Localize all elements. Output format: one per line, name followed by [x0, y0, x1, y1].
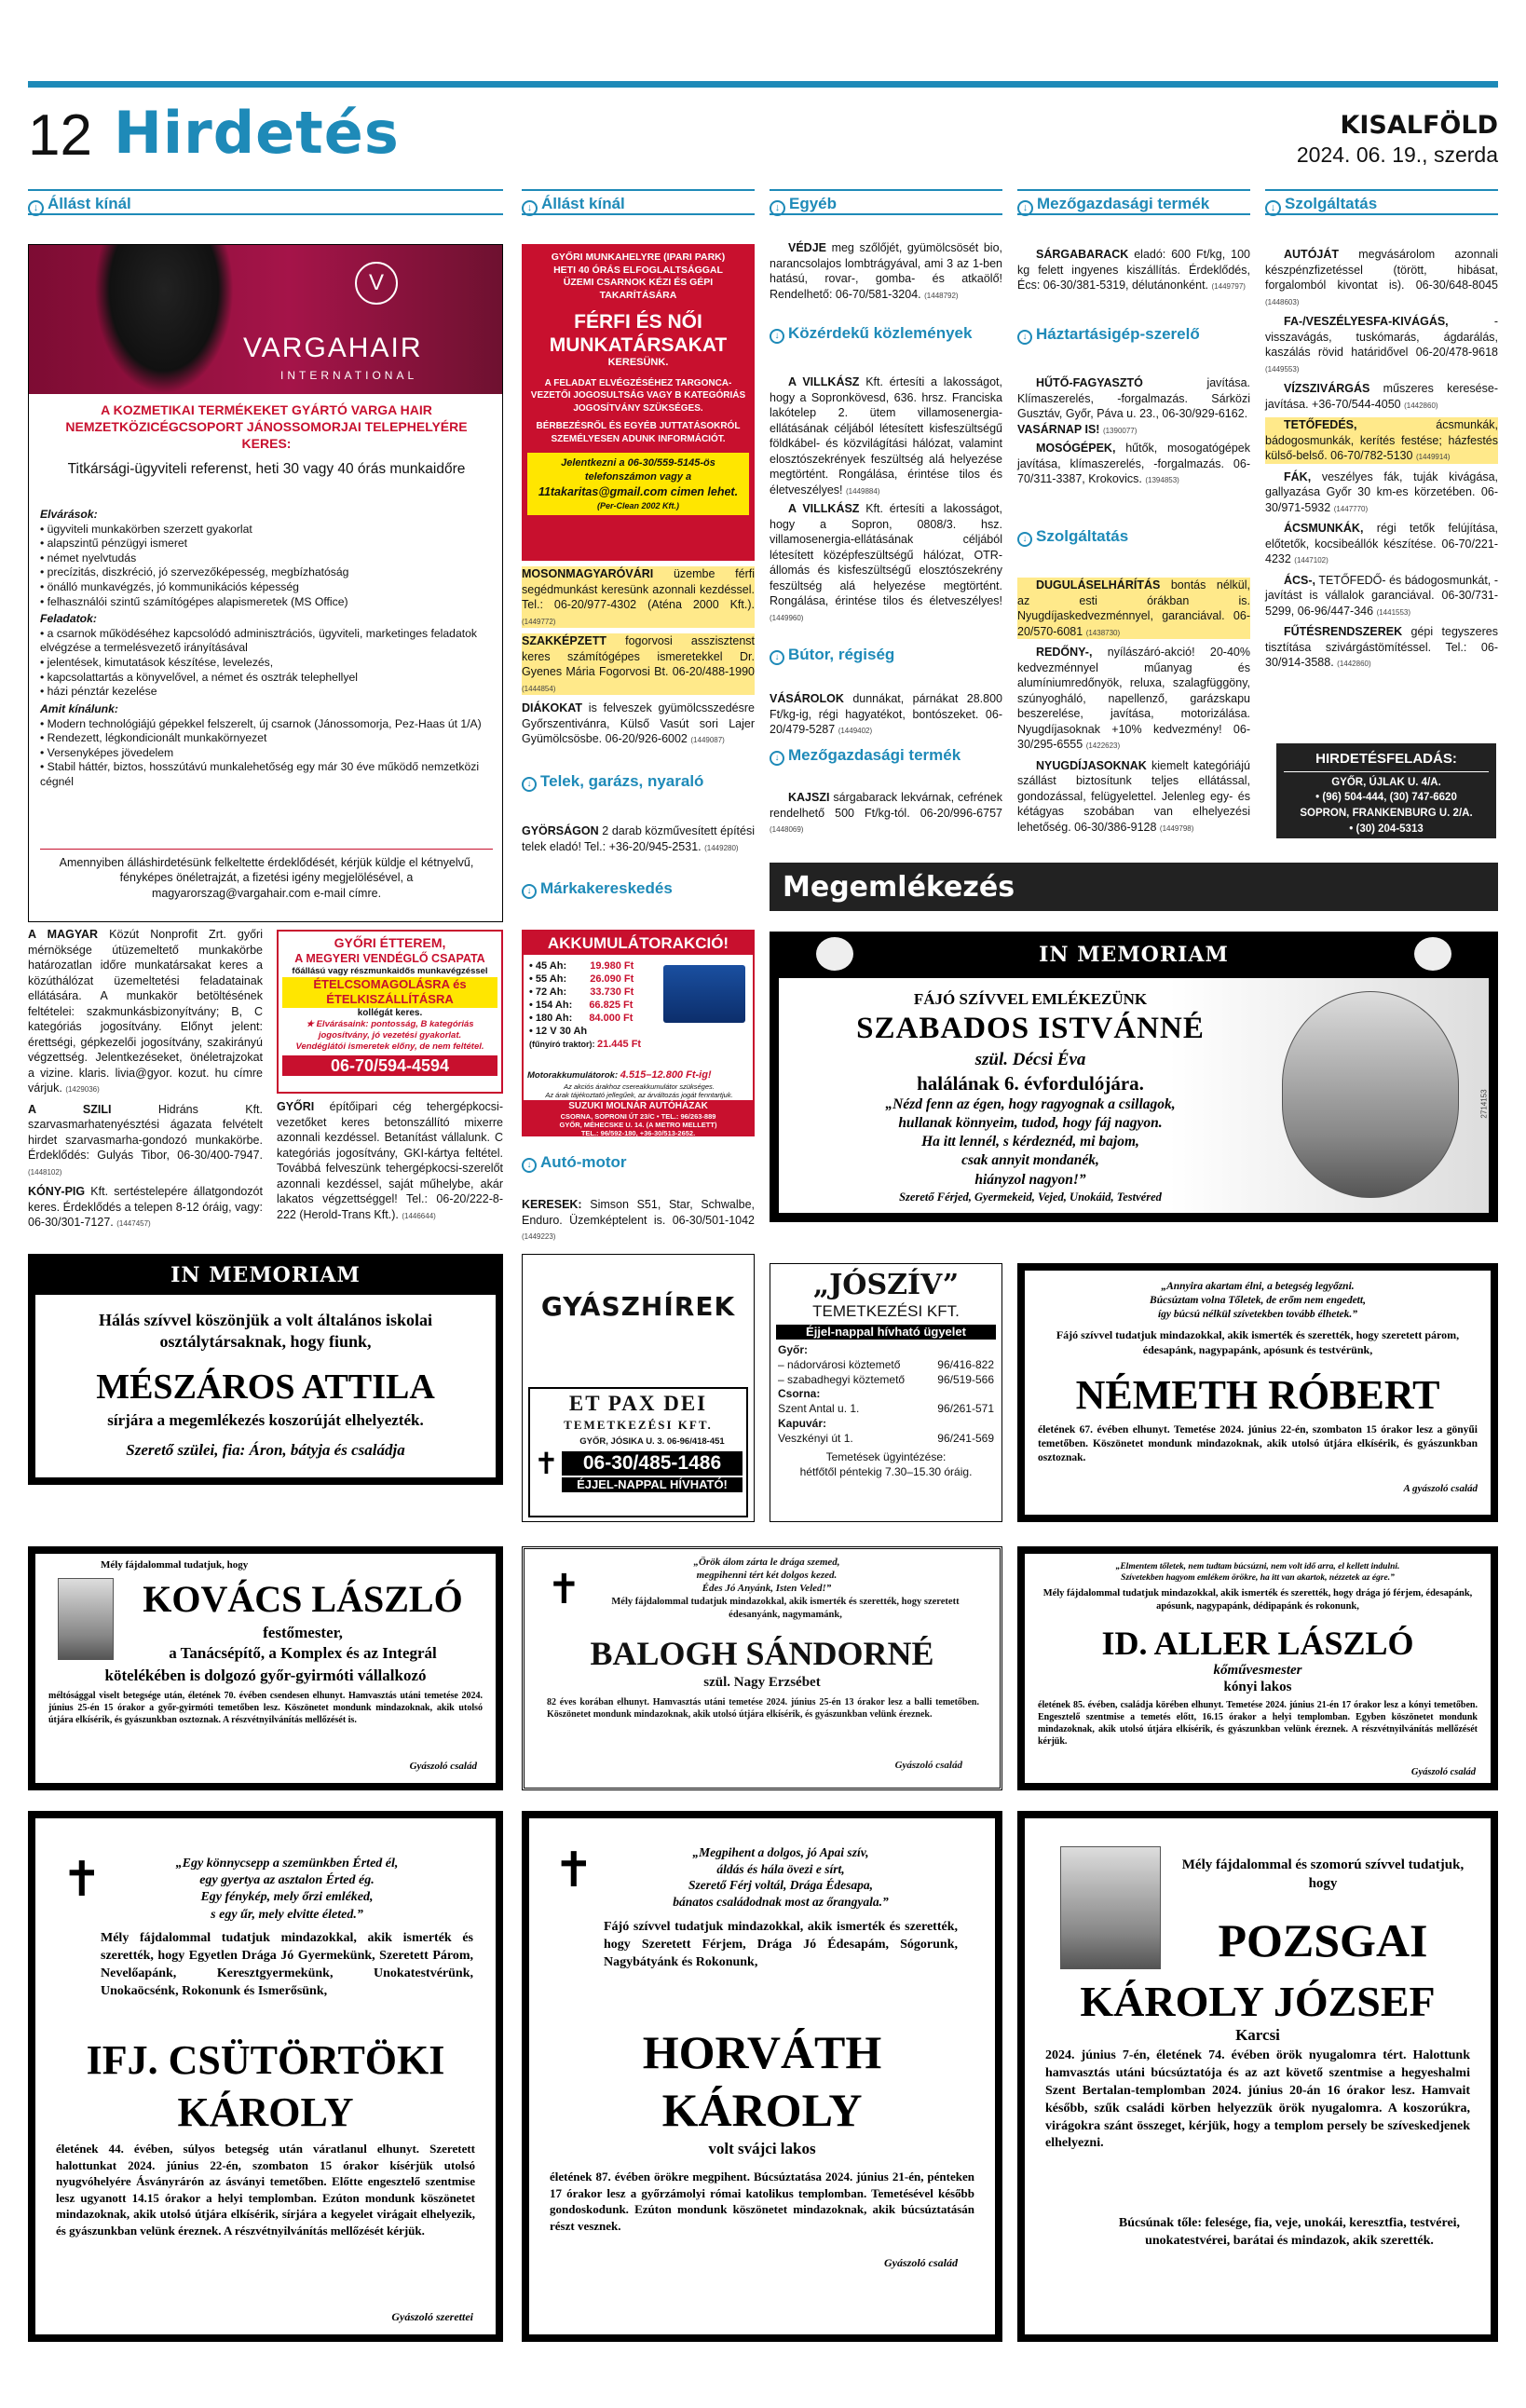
- etpaxdei-phone: 06-30/485-1486: [562, 1451, 743, 1476]
- quote-line: s egy űr, mely elvitte életed.”: [211, 1907, 363, 1922]
- akkumulator-ad: [522, 930, 755, 1136]
- arrow-down-icon: ↓: [770, 751, 784, 766]
- contact-line: GYŐR, ÚJLAK U. 4/A.: [1331, 776, 1441, 788]
- contact-line: • (30) 204-5313: [1349, 823, 1424, 835]
- memorial-intro: Mély fájdalommal tudatjuk mindazokkal, akik ismerték és szerették, hogy drága jó férjem, édesapánk, apósunk, nagypapánk, dédipapánk és rokonunk,: [1042, 1588, 1473, 1612]
- subheader-kozerdeku: ↓ Közérdekű közlemények: [770, 324, 1002, 344]
- josziv-row: – szabadhegyi köztemető 96/519-566: [778, 1372, 994, 1386]
- ad-phone: Jelentkezni a 06-30/559-5145-ös: [561, 457, 715, 469]
- josziv-city: Kapuvár:: [778, 1417, 827, 1431]
- memorial-szabados: [770, 932, 1498, 1222]
- memorial-intro: Mély fájdalommal tudatjuk mindazokkal, akik ismerték és szerették, hogy szeretett édesanyánk, nagymamánk,: [611, 1597, 960, 1620]
- classified-ad: MOSÓGÉPEK, hűtők, mosogatógépek javítása, klímaszerelés, -forgalmazás. 06-70/311-3387, Krokovics. (1394853): [1017, 442, 1250, 485]
- contact-line: • (96) 504-444, (30) 747-6620: [1315, 792, 1457, 804]
- arrow-down-icon: ↓: [1265, 200, 1281, 216]
- poem-line: „Nézd fenn az égen, hogy ragyognak a csillagok,: [885, 1096, 1176, 1112]
- subheader-mezo2: ↓ Mezőgazdasági termék: [770, 745, 1002, 766]
- subheader-marka: ↓ Márkakereskedés: [522, 878, 755, 899]
- vargahair-job-ad: [28, 244, 503, 922]
- cross-icon: ✝: [61, 1852, 102, 1908]
- memorial-intro: Hálás szívvel köszönjük a volt általános iskolai osztálytársaknak, hogy fiunk,: [98, 1311, 433, 1352]
- classified-ad: TETŐFEDÉS, ácsmunkák, bádogosmunkák, kerítés festése; házfestés külső-belső. 06-70/782-5130 (1449914): [1265, 418, 1498, 462]
- arrow-down-icon: ↓: [770, 200, 785, 216]
- akku-moto: Motorakkumulátorok:: [527, 1070, 619, 1081]
- akku-firm: SUZUKI MOLNÁR AUTÓHÁZAK: [568, 1101, 708, 1111]
- memorial-meszaros: [28, 1254, 503, 1485]
- classified-ad: GYŐRI építőipari cég tehergépkocsi-vezetőket keres betonszállító mixerre azonnali kezdéssel. Betanítást vállalunk. C kategóriás jogosítvány, GKI-kártya feltétel. Továbbá felveszünk tehergépkocsi-szerelőt azonnali kezdéssel, saját műhelybe, akár lakatos végzettséggel! Tel.: 06-20/222-8-222 (Herold-Trans Kft.). (1446644): [277, 1100, 503, 1221]
- ad-line: ÜZEMI CSARNOK KÉZI ÉS GÉPI TAKARÍTÁSÁRA: [563, 277, 714, 301]
- restaurant-roles: ÉTELCSOMAGOLÁSRA és ÉTELKISZÁLLÍTÁSRA: [282, 977, 497, 1008]
- signature: Gyászoló család: [409, 1761, 477, 1772]
- josziv-city: Csorna:: [778, 1387, 821, 1401]
- vargahair-apply: Amennyiben álláshirdetésünk felkeltette érdeklődését, kérjük küldje el kétnyelvű, fényképes önéletrajzát, a fizetési igény megjelölésével, a magyarorszag@vargahair.com e-mail címre.: [59, 856, 474, 900]
- deceased-name: MÉSZÁROS ATTILA: [96, 1367, 435, 1407]
- hirdetesfeladas-title: HIRDETÉSFELADÁS:: [1284, 749, 1489, 772]
- offer-item: • Modern technológiájú gépekkel felszerelt, új csarnok (Jánossomorja, Pez-Haas út 1/A): [40, 716, 482, 730]
- akku-row: • 12 V 30 Ah: [529, 1026, 588, 1038]
- classified-ad: A VILLKÁSZ Kft. értesíti a lakosságot, hogy a Sopron, 0808/3. hsz. villamosenergia-ellátásának céljából létesített középfeszültségű hálózat, OTR-állomás és kisfeszültségű elosztószekrény feszültség alá helyezése megtörtént. Rongálása, érintése tilos és életveszélyes! (1449960): [770, 502, 1002, 622]
- arrow-down-icon: ↓: [522, 1158, 537, 1173]
- quote-line: bánatos családodnak most az őrangyala.”: [673, 1894, 889, 1909]
- signature: Gyászoló család: [1410, 1767, 1476, 1777]
- tasks-heading: Feladatok:: [40, 612, 97, 626]
- akku-address: GYŐR, MÉHECSKE U. 14. (A METRO MELLETT): [559, 1121, 717, 1129]
- subheader-butor: ↓ Bútor, régiség: [770, 645, 1002, 665]
- ad-email: 11takaritas@gmail.com cimen lehet.: [538, 484, 739, 498]
- josziv-ad: [770, 1263, 1002, 1522]
- akku-address: CSORNA, SOPRONI ÚT 23/C • TEL.: 96/263-889: [560, 1112, 716, 1121]
- divider: [40, 849, 493, 850]
- deceased-photo: [1282, 991, 1459, 1198]
- classified-ad: A VILLKÁSZ Kft. értesíti a lakosságot, hogy a Sopronkövesd, 636. hrsz. Franciska lakótelep 2. ütem villamosenergia-ellátásának céljából létesített kisfeszültségű földkábel- és közvilágítási hálózat, valamint elosztószekrények feszültség alá helyezése megtörtént. Rongálása, érintése tilos és életveszélyes! (1449884): [770, 375, 1002, 497]
- josziv-title: „JÓSZÍV”: [812, 1269, 960, 1301]
- memorial-text: méltósággal viselt betegsége után, életének 70. évében csendesen elhunyt. Hamvasztás utáni temetése 2024. június 25-én 15 órakor a győr-gyirmóti temetőben lesz. Köszönetet mondunk mindazoknak, akik utolsó útjára elkísérik, és gyászunkban osztoznak. A részvétnyilvánítás mellőzését is.: [48, 1691, 483, 1725]
- section-header-allast-2: ↓ Állást kínál: [522, 189, 755, 215]
- josziv-availability: Éjjel-nappal hívható ügyelet: [776, 1325, 996, 1340]
- quote-line: „Megpihent a dolgos, jó Apai szív,: [692, 1845, 869, 1859]
- quote-line: Szívetekben hagyom emlékem örökre, ha itt van akartok, nézzetek az égre.”: [1121, 1573, 1395, 1584]
- deceased-name: SZABADOS ISTVÁNNÉ: [856, 1012, 1205, 1045]
- anniversary: halálának 6. évfordulójára.: [917, 1072, 1144, 1095]
- arrow-down-icon: ↓: [770, 650, 784, 665]
- poem-line: csak annyit mondanék,: [961, 1152, 1099, 1169]
- requirement-item: • német nyelvtudás: [40, 551, 137, 565]
- etpaxdei-address: GYŐR, JÓSIKA U. 3. 06-96/418-451: [579, 1436, 725, 1447]
- classified-ad: AUTÓJÁT megvásárolom azonnali készpénzfizetéssel (törött, hibásat, forgalomból kivontat is). 06-30/648-8045 (1448603): [1265, 248, 1498, 306]
- memorial-csutortoki: [28, 1811, 503, 2342]
- residence: kónyi lakos: [1223, 1680, 1292, 1694]
- akku-note: Az árak tájékoztató jellegűek, az árváltozás jogát fenntartjuk.: [545, 1091, 733, 1099]
- classified-ad: FA-/VESZÉLYESFA-KIVÁGÁS, -visszavágás, tuskómarás, ágdarálás, kaszálás rövid határidővel 06-20/478-9618 (1449553): [1265, 315, 1498, 374]
- deceased-name: NÉMETH RÓBERT: [1075, 1372, 1440, 1418]
- quote-line: „Örök álom zárta le drága szemed,: [693, 1557, 840, 1568]
- restaurant-req: ★ Elvárásaink: pontosság, B kategóriás jogosítvány, jó vezetési gyakorlat.: [306, 1019, 474, 1041]
- offer-item: • Versenyképes jövedelem: [40, 745, 174, 759]
- subheader-szolgaltatas-2: ↓ Szolgáltatás: [1017, 526, 1250, 547]
- classified-ad: GYÖRSÁGON 2 darab közművesített építési telek eladó! Tel.: +36-20/945-2531. (1449280): [522, 824, 755, 853]
- deceased-name: KÁROLY: [661, 2084, 863, 2136]
- quote-line: „Elmentem tőletek, nem tudtam búcsúzni, nem volt idő arra, el kellett indulni.: [1115, 1562, 1400, 1571]
- vargahair-logo-sub: INTERNATIONAL: [280, 369, 418, 382]
- header-rule: [28, 81, 1498, 88]
- cross-icon: ✝: [534, 1446, 559, 1481]
- akku-row: • 72 Ah: 33.730 Ft: [529, 986, 634, 999]
- signature: Búcsúnak tőle: felesége, fia, veje, unokái, keresztfia, testvérei, unokatestvérei, barátai és mindazok, akik szerették.: [1118, 2216, 1461, 2248]
- etpaxdei-name: ET PAX DEI: [568, 1392, 708, 1415]
- newspaper-name: KISALFÖLD: [1340, 111, 1498, 140]
- poem-line: hullanak könnyeim, tudod, hogy fáj nagyon.: [898, 1115, 1163, 1132]
- akku-row: • 45 Ah: 19.980 Ft: [529, 960, 634, 972]
- occupation: kötelékében is dolgozó győr-gyirmóti vállalkozó: [104, 1667, 427, 1684]
- cross-icon: ✝: [547, 1566, 581, 1613]
- section-title: Hirdetés: [114, 99, 400, 167]
- quote-line: Búcsúztam volna Tőletek, de erőm nem engedett,: [1150, 1294, 1366, 1306]
- offer-heading: Amit kínálunk:: [40, 701, 118, 715]
- subheader-haztartas: ↓ Háztartásigép-szerelő: [1017, 324, 1250, 345]
- restaurant-note: Vendéglátói ismeretek előny, de nem feltétel.: [295, 1041, 484, 1052]
- classified-ad: MOSONMAGYARÓVÁRI üzembe férfi segédmunkást keresünk azonnali kezdéssel. Tel.: 06-20/977-4302 (Aténa 2000 Kft.). (1449772): [522, 566, 755, 628]
- akku-moto-price: 4.515–12.800 Ft-ig!: [620, 1069, 712, 1081]
- hirdetesfeladas-box: [1276, 743, 1496, 838]
- occupation: a Tanácsépítő, a Komplex és az Integrál: [169, 1644, 437, 1662]
- arrow-down-icon: ↓: [28, 200, 44, 216]
- classified-ad: SÁRGABARACK eladó: 600 Ft/kg, 100 kg felett ingyenes kiszállítás. Érdeklődés, Écs: 06-30/381-5319, délutánonként. (1449797): [1017, 248, 1250, 292]
- josziv-hours-heading: Temetések ügyintézése:: [825, 1449, 947, 1463]
- occupation: festőmester,: [263, 1624, 343, 1641]
- quote-line: „Egy könnycsepp a szemünkben Érted él,: [175, 1857, 399, 1871]
- munkahely-ad: [522, 244, 755, 561]
- subheader-telek: ↓ Telek, garázs, nyaraló: [522, 771, 755, 792]
- maiden-name: szül. Décsi Éva: [974, 1050, 1086, 1069]
- in-memoriam-heading: IN MEMORIAM: [1039, 943, 1229, 967]
- col2-ads: [522, 566, 755, 747]
- occupation: kőművesmester: [1213, 1663, 1302, 1678]
- classified-ad: HŰTŐ-FAGYASZTÓ javítása. Klímaszerelés, -forgalmazás. Sárközi Gusztáv, Győr, Páva u. 23., 06-30/929-6162.: [1017, 376, 1250, 420]
- quote-line: Egy fénykép, mely őrzi emléked,: [200, 1890, 374, 1905]
- deceased-photo: [1060, 1846, 1161, 1969]
- restaurant-title: GYŐRI ÉTTEREM,: [334, 935, 446, 950]
- subheader-auto: ↓ Autó-motor: [522, 1152, 755, 1173]
- vargahair-position: Titkársági-ügyviteli referenst, heti 30 vagy 40 órás munkaidőre: [67, 461, 466, 477]
- model-hair-image: [94, 245, 234, 394]
- etpaxdei-night: ÉJJEL-NAPPAL HÍVHATÓ!: [562, 1477, 743, 1492]
- quote-line: egy gyertya az asztalon Érted ég.: [199, 1873, 375, 1888]
- task-item: • kapcsolattartás a könyvelővel, a német és osztrák telephellyel: [40, 670, 358, 684]
- issue-date: 2024. 06. 19., szerda: [1296, 143, 1498, 167]
- offer-item: • Stabil háttér, biztos, hosszútávú munkalehetőség egy már 30 éve működő nemzetközi cégnél: [40, 760, 480, 788]
- signature: Gyászoló család: [884, 2256, 958, 2269]
- ad-line: GYŐRI MUNKAHELYRE (IPARI PARK): [551, 252, 726, 263]
- classified-ad: VÍZSZIVÁRGÁS műszeres keresése-javítása. +36-70/544-4050 (1442860): [1265, 382, 1498, 411]
- akku-row: • 154 Ah: 66.825 Ft: [529, 1000, 634, 1012]
- task-item: • házi pénztár kezelése: [40, 685, 157, 699]
- section-header-szolgaltatas: ↓ Szolgáltatás: [1265, 189, 1498, 215]
- classified-ad: NYUGDÍJASOKNAK kiemelt kategóriájú szállást biztosítunk teljes ellátással, gondozással, felügyelettel. Jelenleg egy- és kétágyas szobában van elhelyezési lehetőség. 06-30/386-9128 (1449798): [1017, 758, 1250, 834]
- ad-headline: FÉRFI ÉS NŐI MUNKATÁRSAKAT: [549, 310, 728, 356]
- deceased-name: BALOGH SÁNDORNÉ: [590, 1635, 934, 1672]
- akku-row: (fűnyíró traktor): 21.445 Ft: [529, 1039, 642, 1051]
- restaurant-team: A MEGYERI VENDÉGLŐ CSAPATA: [294, 951, 485, 965]
- quote-line: megpihenni tért két dolgos kezed.: [696, 1569, 838, 1581]
- quote-line: „Annyira akartam élni, a betegség legyőzni.: [1161, 1281, 1355, 1292]
- contact-line: SOPRON, FRANKENBURG U. 2/A.: [1300, 808, 1473, 820]
- section-header-mezo: ↓ Mezőgazdasági termék: [1017, 189, 1250, 215]
- classified-ad: DIÁKOKAT is felveszek gyümölcsszedésre Győrszentivánra, Külső Vasút sori Lajer Gyümölcsösbe. 06-20/926-6002 (1449087): [522, 701, 755, 745]
- classified-ad: A SZILI Hidráns Kft. szarvasmarhatenyésztési ágazata felvételt hirdet szarvasmarha-gondozó munkakörbe. Érdeklődés: Gulyás Tibor, 06-30/400-7947. (1448102): [28, 1102, 263, 1177]
- angel-left-icon: [816, 937, 853, 971]
- ad-condition: A FELADAT ELVÉGZÉSÉHEZ TARGONCA-VEZETŐI JOGOSULTSÁG VAGY B KATEGÓRIÁS JOGOSÍTVÁNY SZÜKSÉGES.: [530, 377, 746, 414]
- josziv-row: Veszkényi út 1. 96/241-569: [778, 1431, 994, 1445]
- josziv-row: Szent Antal u. 1. 96/261-571: [778, 1402, 994, 1416]
- poem-line: Ha itt lennél, s kérdeznéd, mi bajom,: [921, 1134, 1139, 1150]
- josziv-sub: TEMETKEZÉSI KFT.: [812, 1301, 960, 1320]
- requirement-item: • precízitás, diszkréció, jó szervezőképesség, megbízhatóság: [40, 565, 349, 579]
- task-item: • a csarnok működéséhez kapcsolódó adminisztrációs, ügyviteli, marketinges feladatok elvégzése a termelésvezető irányításával: [40, 626, 477, 655]
- restaurant-keres: kollégát keres.: [357, 1007, 423, 1018]
- classified-ad: KÓNY-PIG Kft. sertéstelepére állatgondozót keres. Érdeklődés a telepen 8-12 óráig, vagy: 06-30/301-7127. (1447457): [28, 1185, 263, 1229]
- signature: Gyászoló szerettei: [391, 2310, 473, 2323]
- memorial-intro: Fájó szívvel tudatjuk mindazokkal, akik ismerték és szerették, hogy szeretett párom, édesapánk, nagypapánk, apósunk és testvérünk,: [1056, 1328, 1460, 1356]
- deceased-photo: [58, 1578, 114, 1660]
- arrow-down-icon: ↓: [1017, 532, 1032, 547]
- classified-ad: VASÁRNAP IS! (1390077): [1017, 422, 1138, 436]
- quote-line: Szerető Férj voltál, Drága Édesapa,: [688, 1878, 873, 1893]
- deceased-name: POZSGAI: [1218, 1914, 1428, 1966]
- col1-ads: [28, 927, 263, 1231]
- deceased-name: IFJ. CSÜTÖRTÖKI: [86, 2037, 445, 2083]
- section-header-allast-1: ↓ Állást kínál: [28, 189, 503, 215]
- requirement-item: • felhasználói szintű számítógépes alapismeretek (MS Office): [40, 594, 348, 608]
- classified-ad: ÁCSMUNKÁK, régi tetők felújítása, előtetők, kocsibeállók készítése. 06-70/221-4232 (1447102): [1265, 522, 1498, 565]
- restaurant-phone: 06-70/594-4594: [282, 1055, 497, 1077]
- classified-ad: REDŐNY-, nyílászáró-akció! 20-40% kedvezménnyel műanyag és alumíniumredőnyök, reluxa, szalagfüggöny, szúnyogháló, napellenző, garázskapu beszerelése, javítása, motorizálása. Nyugdíjasoknak +10% kedvezmény! 06-30/295-6555 (1422623): [1017, 646, 1250, 751]
- requirements-heading: Elvárások:: [40, 508, 98, 521]
- in-memoriam-heading: IN MEMORIAM: [170, 1263, 361, 1287]
- memorial-nemeth: [1017, 1263, 1498, 1522]
- memorial-text: életének 87. évében örökre megpihent. Búcsúztatása 2024. június 21-én, pénteken 17 órakor lesz a győrzámolyi római katolikus templomban. Temetésével később gondoskodunk. Ezúton mondunk köszönetet mindazoknak, akik búcsúztatásán részt vesznek.: [550, 2170, 974, 2233]
- signature: Szerető Férjed, Gyermekeid, Vejed, Unokáid, Testvéred: [899, 1190, 1162, 1204]
- memorial-text: 2024. június 7-én, életének 74. évében örök nyugalomra tért. Halottunk hamvasztás utáni búcsúztatója és az azt követő szentmise a hegyeshalmi Szent Bertalan-templomban 2024. június 20-án 16 órakor lesz. Hamvait később, szűk családi körben helyezzük örök nyugalomra. A koszorúkra, virágokra szánt összeget, kérjük, hogy a templom persely be szíveskedjenek elhelyezni.: [1045, 2048, 1470, 2151]
- requirement-item: • önálló munkavégzés, jó kommunikációs képesség: [40, 580, 299, 594]
- memorial-text: sírjára a megemlékezés koszorúját elhelyezték.: [107, 1411, 424, 1429]
- classified-ad: VÁSÁROLOK dunnákat, párnákat 28.800 Ft/kg-ig, régi hagyatékot, bontószeket. 06-20/479-5287 (1449402): [770, 692, 1002, 736]
- deceased-name: KÁROLY JÓZSEF: [1080, 1978, 1436, 2025]
- memorial-intro: Mély fájdalommal tudatjuk, hogy: [101, 1559, 249, 1571]
- ad-line: telefonszámon vagy a: [584, 471, 692, 483]
- quote-line: így búcsú nélkül szívetekben tovább élhetek.”: [1157, 1308, 1357, 1320]
- requirement-item: • alapszintű pénzügyi ismeret: [40, 537, 188, 551]
- deceased-name: ID. ALLER LÁSZLÓ: [1101, 1625, 1414, 1662]
- josziv-city: Győr:: [778, 1343, 809, 1356]
- memorial-horvath: [522, 1811, 1002, 2342]
- memorial-balogh: [522, 1546, 1002, 1790]
- vargahair-details: [40, 508, 497, 790]
- ad-code: 2714153: [1479, 1089, 1489, 1119]
- section-header-egyeb: ↓ Egyéb: [770, 189, 1002, 215]
- josziv-hours: hétfőtől péntekig 7.30–15.30 óráig.: [799, 1464, 973, 1478]
- deceased-name: KOVÁCS LÁSZLÓ: [143, 1578, 463, 1620]
- arrow-down-icon: ↓: [770, 329, 784, 344]
- szolgaltatas-ads: [1265, 247, 1498, 671]
- vargahair-logo: VARGAHAIR: [243, 333, 423, 363]
- etpaxdei-sub: TEMETKEZÉSI KFT.: [564, 1417, 713, 1432]
- memorial-intro: Fájó szívvel tudatjuk mindazokkal, akik ismerték és szerették, hogy Szeretett Férjem, Drága Jó Édesapám, Sógorunk, Nagybátyánk és Rokonunk,: [604, 1920, 958, 1969]
- ad-firm: (Per-Clean 2002 Kft.): [596, 500, 680, 510]
- classified-ad: ÁCS-, TETŐFEDŐ- és bádogosmunkát, -javítást is vállalok garanciával. 06-30/731-5299, 06-96/447-346 (1441553): [1265, 573, 1498, 618]
- signature: Szerető szülei, fia: Áron, bátyja és családja: [126, 1441, 405, 1459]
- megemlekezes-header: Megemlékezés: [770, 863, 1498, 911]
- page-number: 12: [28, 103, 92, 168]
- classified-ad: DUGULÁSELHÁRÍTÁS bontás nélkül, az esti órákban is. Nyugdíjaskedvezménnyel, garanciával. 06-20/570-6081 (1438730): [1017, 578, 1250, 638]
- memorial-aller: [1017, 1546, 1498, 1790]
- memorial-intro: Mély fájdalommal tudatjuk mindazokkal, akik ismerték és szerették, hogy Egyetlen Drága Jó Gyermekünk, Szeretett Párom, Nevelőapánk, Keresztgyermekünk, Unokatestvérünk, Unokaöcsénk, Rokonunk és Ismerősünk,: [101, 1931, 473, 1998]
- classified-ad: KAJSZI sárgabarack lekvárnak, cefrének rendelhető 500 Ft/kg-tól. 06-20/996-6757 (1448069): [770, 791, 1002, 834]
- ad-line: HETI 40 ÓRÁS ELFOGLALTSÁGGAL: [553, 264, 723, 276]
- classified-ad: A MAGYAR Közút Nonprofit Zrt. győri mérnöksége útüzemeltető munkakörbe határozatlan időre munkatársakat keres a közúthálózat üzemeltetési feladatainak ellátására. A munkakör betöltésének feltételei: szakmunkásbizonyítvány; B, C kategóriás jogosítvány. Előnyt jelent: érettségi, gépkezelői jogosítvány, szakirányú végzettség. Jelentkezéseket, önéletrajzokat a vizine. klaris. livia@gyor. kozut. hu címre várjuk. (1429036): [28, 928, 263, 1095]
- deceased-name: HORVÁTH: [642, 2026, 882, 2078]
- gyori-etterem-ad: [277, 930, 503, 1094]
- kozerdeku-ads: [770, 374, 1002, 624]
- akku-row: • 180 Ah: 84.000 Ft: [529, 1013, 634, 1025]
- deceased-name: KÁROLY: [177, 2089, 354, 2135]
- gyaszhirek-ad: [522, 1254, 755, 1522]
- akku-title: AKKUMULÁTORAKCIÓ!: [524, 932, 753, 955]
- vargahair-headline: A KOZMETIKAI TERMÉKEKET GYÁRTÓ VARGA HAIR NEMZETKÖZICÉGCSOPORT JÁNOSSOMORJAI TELEPHELYÉRE KERES:: [65, 402, 468, 452]
- signature: Gyászoló család: [894, 1760, 962, 1771]
- memorial-kovacs: [28, 1546, 503, 1790]
- requirement-item: • ügyviteli munkakörben szerzett gyakorlat: [40, 522, 252, 536]
- arrow-down-icon: ↓: [522, 777, 537, 792]
- memorial-pozsgai: [1017, 1811, 1498, 2342]
- classified-ad: FŰTÉSRENDSZEREK gépi tegyszeres tisztítása szivárgástömítéssel. Tel.: 06-30/914-3588. (1442860): [1265, 625, 1498, 669]
- szolg2-ads: [1017, 578, 1250, 835]
- akku-row: • 55 Ah: 26.090 Ft: [529, 973, 634, 986]
- akku-address: TEL.: 96/592-180, +36-30/513-2652.: [580, 1129, 696, 1137]
- classified-ad: SZAKKÉPZETT fogorvosi asszisztenst keres számítógépes ismeretekkel Dr. Gyenes Mária Fogorvosi Bt. 06-20/488-1990 (1444854): [522, 633, 755, 695]
- josziv-row: – nádorvárosi köztemető 96/416-822: [778, 1357, 994, 1371]
- arrow-down-icon: ↓: [522, 884, 537, 899]
- memorial-text: életének 67. évében elhunyt. Temetése 2024. június 22-én, szombaton 15 órakor lesz a gönyűi temetőben. Köszönetet mondunk mindazoknak, akik utolsó útjára elkísérik, és gyászunkban osztoznak.: [1038, 1424, 1478, 1463]
- arrow-down-icon: ↓: [1017, 330, 1032, 345]
- residence: volt svájci lakos: [708, 2140, 816, 2157]
- maiden-name: szül. Nagy Erzsébet: [703, 1675, 821, 1690]
- ad-pay: BÉRBEZÉSRŐL ÉS EGYÉB JUTTATÁSOKRÓL SZEMÉLYESEN ADUNK INFORMÁCIÓT.: [536, 421, 741, 444]
- memorial-intro: FÁJÓ SZÍVVEL EMLÉKEZÜNK: [913, 990, 1148, 1008]
- ad-line: KERESÜNK.: [607, 356, 669, 368]
- haztartas-ads: [1017, 375, 1250, 487]
- battery-image: [663, 965, 745, 1023]
- arrow-down-icon: ↓: [522, 200, 538, 216]
- memorial-text: 82 éves korában elhunyt. Hamvasztás utáni temetése 2024. június 25-én 13 órakor lesz a balli temetőben. Köszönetet mondunk mindazoknak, akik utolsó útjára elkísérik, és gyászunkban velünk éreznek.: [547, 1697, 979, 1720]
- classified-ad: FÁK, veszélyes fák, tuják kivágása, gallyazása Győr 30 km-es körzetében. 06-30/971-5932 (1447770): [1265, 469, 1498, 514]
- restaurant-hours: főállású vagy részmunkaidős munkavégzéssel: [292, 966, 488, 977]
- classified-ad: KERESEK: Simson S51, Star, Schwalbe, Enduro. Üzemképtelent is. 06-30/501-1042 (1449223): [522, 1198, 755, 1241]
- akku-note: Az akciós árakhoz csereakkumulátor szükséges.: [564, 1082, 715, 1091]
- poem-line: hiányzol nagyon!”: [974, 1171, 1086, 1188]
- gyaszhirek-title: GYÁSZHÍREK: [540, 1291, 736, 1322]
- vargahair-logo-mark: V: [355, 262, 398, 305]
- angel-right-icon: [1414, 937, 1451, 971]
- memorial-intro: Mély fájdalommal és szomorú szívvel tudatjuk, hogy: [1181, 1857, 1465, 1892]
- signature: A gyászoló család: [1403, 1483, 1478, 1494]
- memorial-text: életének 44. évében, súlyos betegség után váratlanul elhunyt. Szeretett halottunkat 2024. június 22-én, szombaton 15 órakor kísérjük utolsó nyugvóhelyére Ásványrárón az ásványi temetőben. Előtte engesztelő szentmise lesz ugyanott 14.15 órakor a helyi templomban. Ezúton mondunk köszönetet mindazoknak, akik utolsó útjára elkísérik, sírjára a kegyelet virágait elhelyezik, és gyászunkban velünk éreznek. A részvétnyilvánítás mellőzését kérjük.: [56, 2142, 475, 2238]
- cross-icon: ✝: [553, 1843, 594, 1898]
- classified-ad: VÉDJE meg szőlőjét, gyümölcsösét bio, narancsolajos lombtrágyával, ami 3 az 1-ben hatású, rovar-, gomba- és atkaölő! Rendelhető: 06-70/581-3204. (1448792): [770, 241, 1002, 301]
- quote-line: áldás és hála övezi e sírt,: [716, 1861, 845, 1876]
- arrow-down-icon: ↓: [1017, 200, 1033, 216]
- memorial-text: életének 85. évében, családja körében elhunyt. Temetése 2024. június 21-én 17 órakor lesz a kónyi temetőben. Engesztelő szentmise a temetés előtt, 16.15 órakor a helyi templomban. Egyben köszönetet mondunk mindazoknak, akik utolsó útjára elkísérik, és gyászunkban velünk éreznek. A részvétnyilvánítás mellőzését kérjük.: [1038, 1700, 1478, 1747]
- task-item: • jelentések, kimutatások készítése, levelezés,: [40, 656, 274, 670]
- quote-line: Édes Jó Anyánk, Isten Veled!”: [702, 1582, 832, 1594]
- offer-item: • Rendezett, légkondicionált munkakörnyezet: [40, 731, 267, 745]
- nickname: Karcsi: [1235, 2026, 1280, 2044]
